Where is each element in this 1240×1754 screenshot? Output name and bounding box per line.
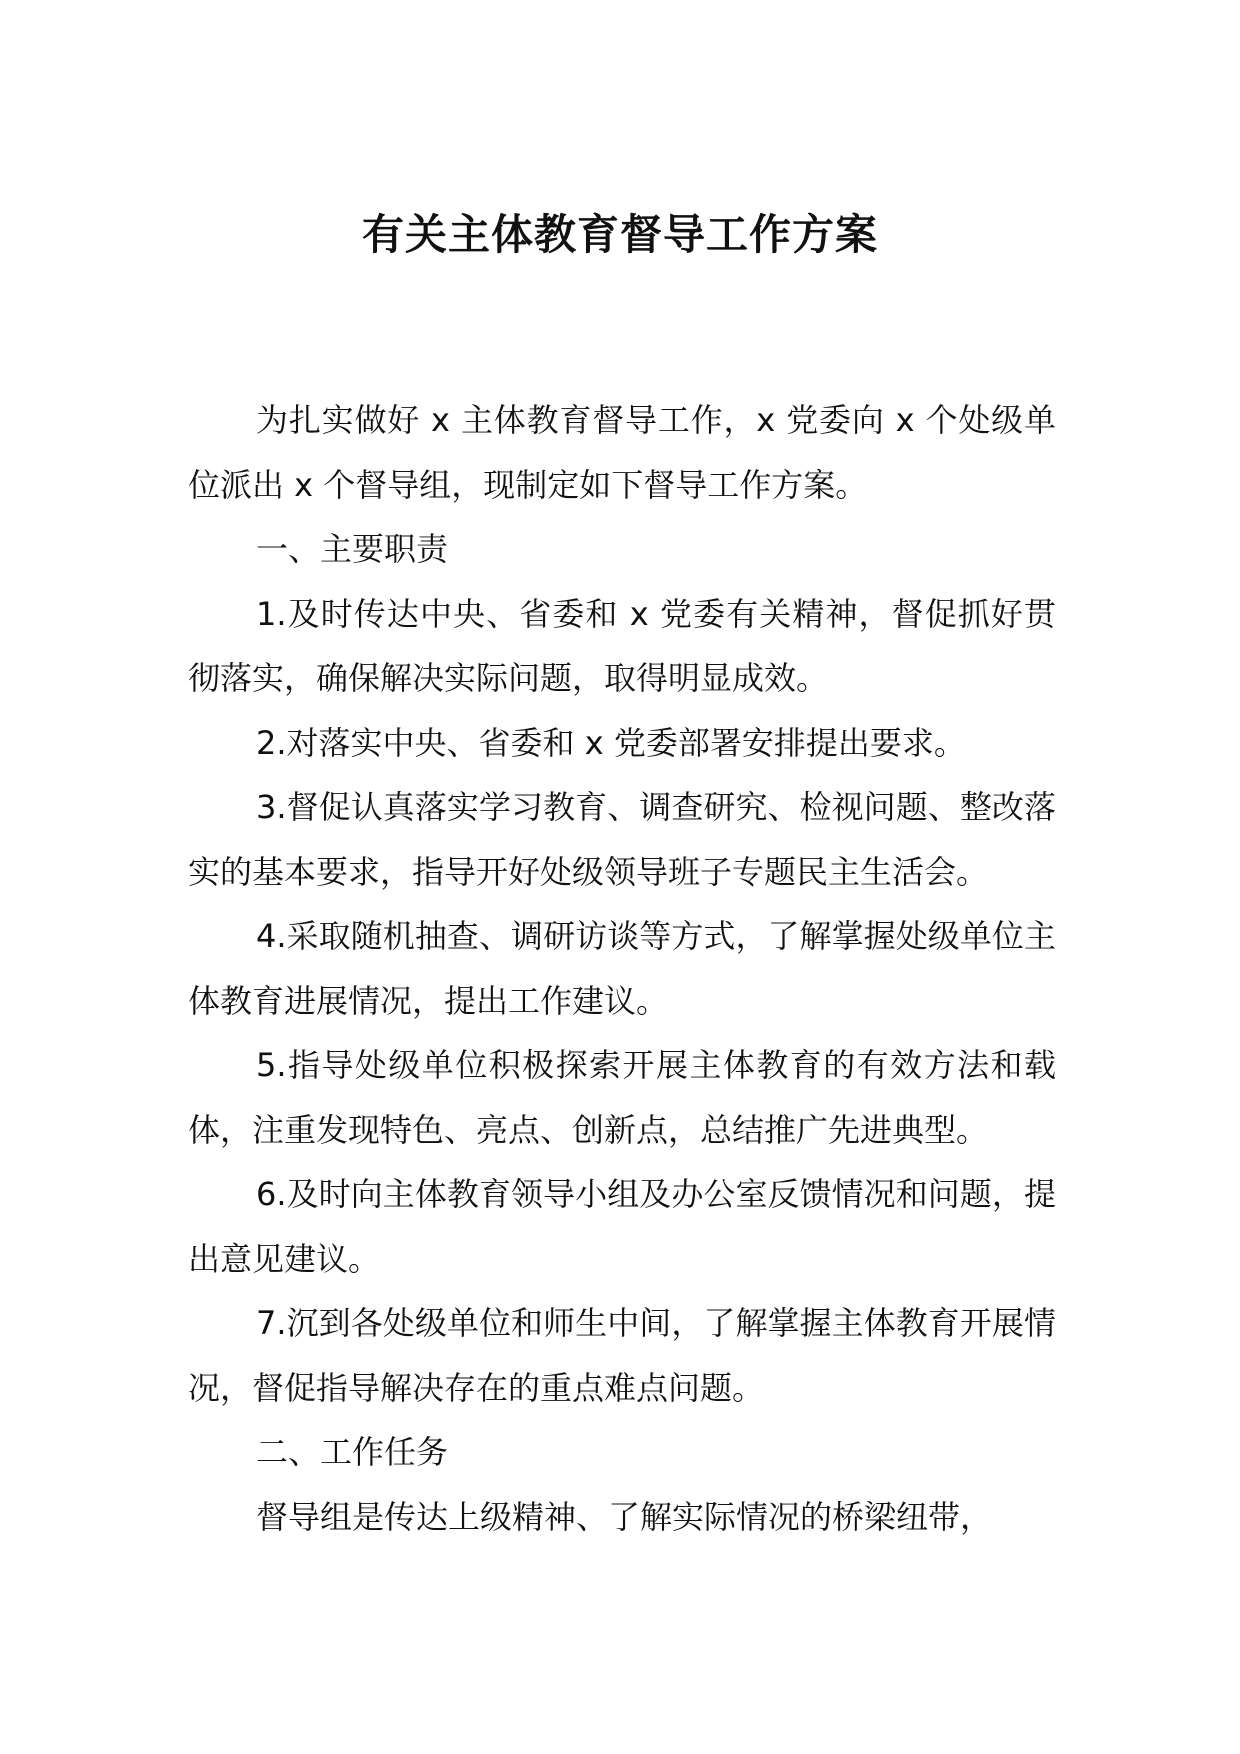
document-title: 有关主体教育督导工作方案 [361, 210, 878, 259]
duty-item-3: 3.督促认真落实学习教育、调查研究、检视问题、整改落实的基本要求，指导开好处级领导班子专题民主生活会。 [188, 788, 1056, 891]
section-heading-work-tasks: 二、工作任务 [256, 1433, 449, 1471]
duty-item-4: 4.采取随机抽查、调研访谈等方式，了解掌握处级单位主体教育进展情况，提出工作建议。 [188, 917, 1056, 1020]
intro-paragraph: 为扎实做好 x 主体教育督导工作，x 党委向 x 个处级单位派出 x 个督导组，现制定如下督导工作方案。 [188, 401, 1056, 504]
duty-item-2: 2.对落实中央、省委和 x 党委部署安排提出要求。 [256, 723, 966, 762]
duty-item-1: 1.及时传达中央、省委和 x 党委有关精神，督促抓好贯彻落实，确保解决实际问题，取得明显成效。 [188, 594, 1056, 697]
duty-item-5: 5.指导处级单位积极探索开展主体教育的有效方法和载体，注重发现特色、亮点、创新点，总结推广先进典型。 [188, 1046, 1056, 1149]
section-heading-main-duties: 一、主要职责 [256, 530, 449, 568]
document-body [188, 388, 1056, 1549]
duty-item-6: 6.及时向主体教育领导小组及办公室反馈情况和问题，提出意见建议。 [188, 1175, 1056, 1278]
duty-item-7: 7.沉到各处级单位和师生中间，了解掌握主体教育开展情况，督促指导解决存在的重点难点问题。 [188, 1304, 1056, 1407]
work-tasks-paragraph: 督导组是传达上级精神、了解实际情况的桥梁纽带， [256, 1497, 993, 1536]
